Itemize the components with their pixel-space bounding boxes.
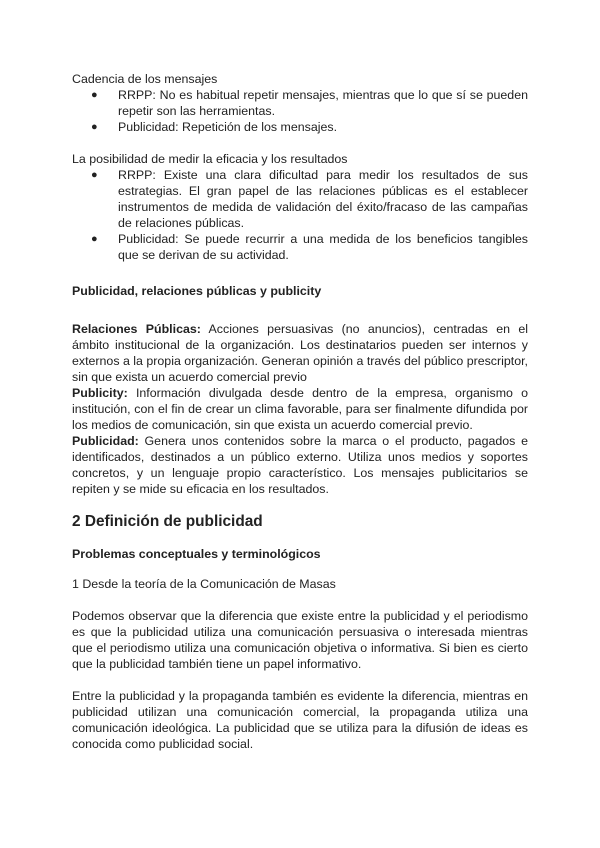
heading-publicidad-rrpp: Publicidad, relaciones públicas y publicity — [72, 284, 322, 298]
section-cadencia-title: Cadencia de los mensajes — [72, 72, 218, 86]
section-medir-title: La posibilidad de medir la eficacia y los resultados — [72, 152, 348, 166]
paragraph-periodismo: Podemos observar que la diferencia que existe entre la publicidad y el periodismo es que la publicidad utiliza una comunicación persuasiva o interesada mientras que el periodismo utiliza una comunicación objetiva o informativa. Si bien es cierto que la publicidad también tiene un papel informativo. — [72, 609, 528, 671]
list-item: ● RRPP: Existe una clara dificultad para medir los resultados de sus estrategias. El gran papel de las relaciones públicas es el establecer instrumentos de medida de validación del éxito/fracaso de las campañas de relaciones públicas. — [91, 168, 528, 230]
list-item: ● RRPP: No es habitual repetir mensajes, mientras que lo que sí se pueden repetir son las herramientas. — [91, 88, 528, 118]
heading-problemas: Problemas conceptuales y terminológicos — [72, 547, 321, 561]
definition-publicidad: Publicidad: Genera unos contenidos sobre la marca o el producto, pagados e identificados, destinados a un público externo. Utiliza unos medios y soportes concretos, y un lenguaje propio característico. Los mensajes publicitarios se repiten y se mide su eficacia en los resultados. — [72, 434, 528, 496]
paragraph-propaganda: Entre la publicidad y la propaganda también es evidente la diferencia, mientras en publicidad utilizan una comunicación comercial, la propaganda utiliza una comunicación ideológica. La publicidad que se utiliza para la difusión de ideas es conocida como publicidad social. — [72, 689, 528, 751]
medir-list — [72, 167, 528, 263]
bullet-icon: ● — [91, 121, 98, 133]
bullet-icon: ● — [91, 89, 98, 101]
subheading-teoria: 1 Desde la teoría de la Comunicación de Masas — [72, 577, 336, 591]
bullet-icon: ● — [91, 233, 98, 245]
heading-definicion: 2 Definición de publicidad — [72, 513, 263, 530]
list-item: ● Publicidad: Repetición de los mensajes. — [91, 120, 338, 134]
cadencia-list — [72, 87, 528, 135]
list-item: ● Publicidad: Se puede recurrir a una medida de los beneficios tangibles que se derivan de su actividad. — [91, 232, 528, 262]
definition-rrpp: Relaciones Públicas: Acciones persuasivas (no anuncios), centradas en el ámbito institucional de la organización. Los destinatarios pueden ser internos y externos a la propia organización. Generan opinión a través del público prescriptor, sin que exista un acuerdo comercial previo — [72, 322, 528, 384]
definition-publicity: Publicity: Información divulgada desde dentro de la empresa, organismo o institución, con el fin de crear un clima favorable, para ser finalmente difundida por los medios de comunicación, sin que exista un acuerdo comercial previo. — [72, 386, 528, 432]
document-page — [72, 71, 528, 752]
bullet-icon: ● — [91, 169, 98, 181]
